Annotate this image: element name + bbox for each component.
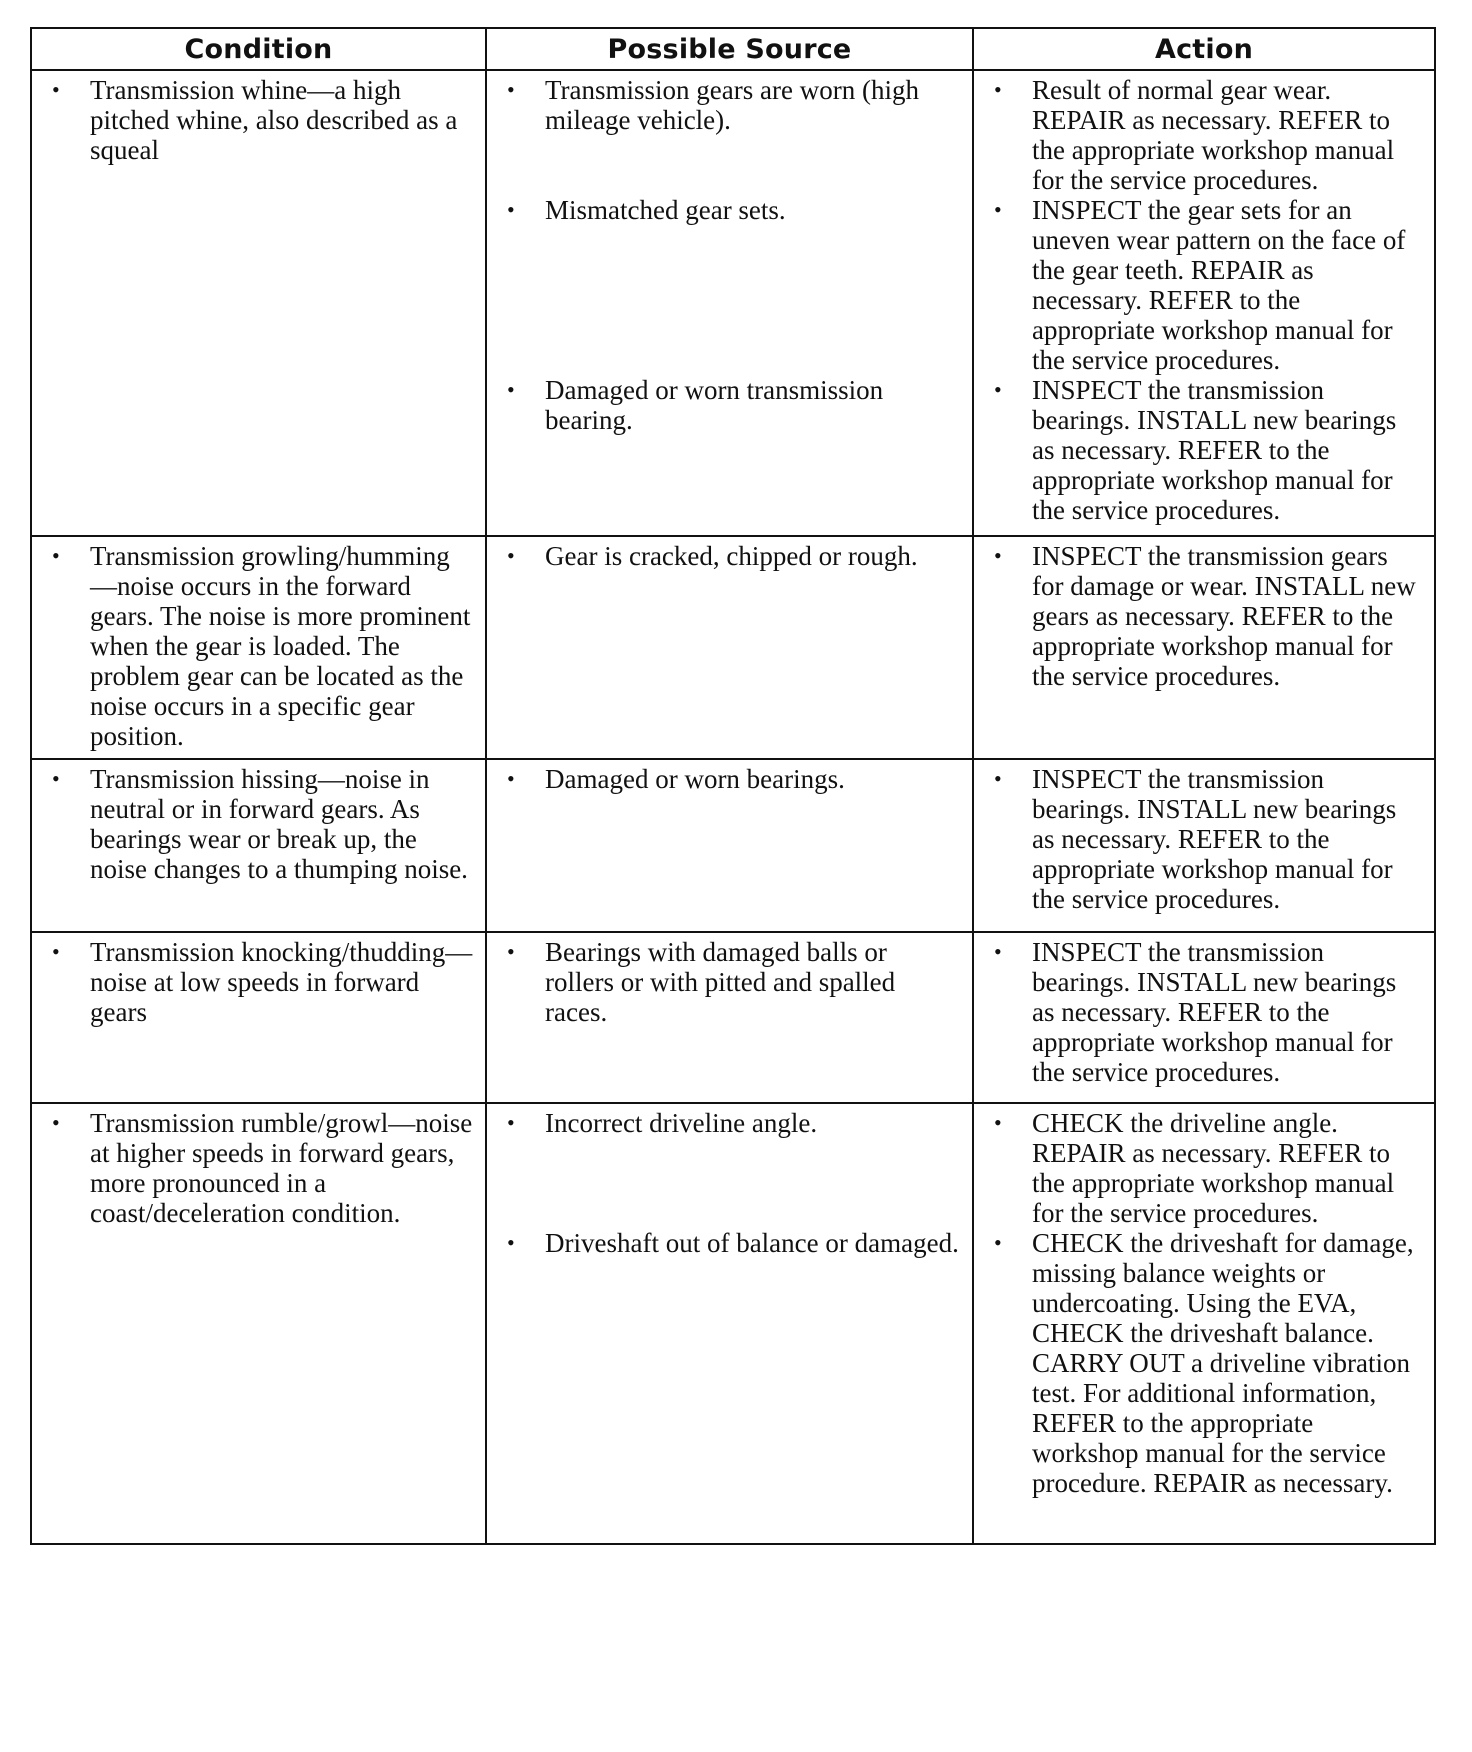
diagnosis-table (30, 27, 1436, 1545)
list-item (984, 195, 1424, 375)
action-cell (973, 1103, 1435, 1544)
list-item (984, 1228, 1424, 1498)
action-text: CHECK the driveshaft for damage, missing balance weights or undercoating. Using the EVA, CHECK the driveshaft balance. CARRY OUT a driveline vibration test. For additional information, REFER to the appropriate workshop manual for the service procedure. REPAIR as necessary. (1032, 1228, 1414, 1498)
bullet-icon: • (507, 939, 515, 964)
action-text: INSPECT the gear sets for an uneven wear pattern on the face of the gear teeth. REPAIR as necessary. REFER to the appropriate workshop manual for the service procedures. (1032, 195, 1406, 375)
condition-cell (31, 70, 486, 536)
action-text: INSPECT the transmission gears for damage or wear. INSTALL new gears as necessary. REFER to the appropriate workshop manual for the service procedures. (1032, 541, 1416, 691)
list-item (42, 1108, 475, 1228)
condition-text: Transmission whine—a high pitched whine, also described as a squeal (90, 75, 458, 165)
action-cell (973, 536, 1435, 759)
list-item (984, 375, 1424, 525)
list-item (497, 764, 962, 794)
condition-text: Transmission growling/humming—noise occurs in the forward gears. The noise is more prominent when the gear is loaded. The problem gear can be located as the noise occurs in a specific gear position. (90, 541, 471, 751)
list-item (497, 1228, 962, 1258)
bullet-icon: • (994, 1110, 1002, 1135)
header-row (31, 28, 1435, 70)
bullet-icon: • (52, 543, 60, 568)
table-body (31, 70, 1435, 1544)
list-item (42, 75, 475, 165)
list-item (497, 75, 962, 135)
action-text: CHECK the driveline angle. REPAIR as necessary. REFER to the appropriate workshop manual for the service procedures. (1032, 1108, 1395, 1228)
source-text: Mismatched gear sets. (545, 195, 786, 225)
possible-source-cell (486, 70, 973, 536)
header-action: Action (973, 28, 1435, 70)
list-item (497, 1108, 962, 1138)
source-text: Bearings with damaged balls or rollers or with pitted and spalled races. (545, 937, 896, 1027)
source-text: Transmission gears are worn (high mileage vehicle). (545, 75, 919, 135)
table-row (31, 932, 1435, 1103)
action-text: INSPECT the transmission bearings. INSTALL new bearings as necessary. REFER to the appropriate workshop manual for the service procedures. (1032, 937, 1397, 1087)
table-row (31, 536, 1435, 759)
bullet-icon: • (52, 766, 60, 791)
source-text: Gear is cracked, chipped or rough. (545, 541, 918, 571)
list-item (497, 541, 962, 571)
bullet-icon: • (994, 939, 1002, 964)
source-text: Incorrect driveline angle. (545, 1108, 818, 1138)
list-item (984, 1108, 1424, 1228)
condition-cell (31, 759, 486, 932)
bullet-icon: • (507, 1230, 515, 1255)
source-text: Driveshaft out of balance or damaged. (545, 1228, 959, 1258)
list-item (984, 937, 1424, 1087)
list-item (42, 541, 475, 751)
action-cell (973, 70, 1435, 536)
bullet-icon: • (994, 1230, 1002, 1255)
bullet-icon: • (994, 766, 1002, 791)
action-text: INSPECT the transmission bearings. INSTALL new bearings as necessary. REFER to the appropriate workshop manual for the service procedures. (1032, 764, 1397, 914)
bullet-icon: • (994, 377, 1002, 402)
list-item (984, 541, 1424, 691)
header-condition: Condition (31, 28, 486, 70)
bullet-icon: • (994, 543, 1002, 568)
bullet-icon: • (507, 197, 515, 222)
bullet-icon: • (52, 939, 60, 964)
list-item (42, 937, 475, 1027)
bullet-icon: • (52, 77, 60, 102)
condition-text: Transmission rumble/growl—noise at higher speeds in forward gears, more pronounced in a coast/deceleration condition. (90, 1108, 473, 1228)
source-text: Damaged or worn bearings. (545, 764, 845, 794)
bullet-icon: • (507, 766, 515, 791)
bullet-icon: • (507, 377, 515, 402)
possible-source-cell (486, 932, 973, 1103)
table-row (31, 70, 1435, 536)
list-item (984, 75, 1424, 195)
bullet-icon: • (507, 1110, 515, 1135)
condition-cell (31, 536, 486, 759)
condition-text: Transmission hissing—noise in neutral or in forward gears. As bearings wear or break up, the noise changes to a thumping noise. (90, 764, 468, 884)
table-row (31, 1103, 1435, 1544)
list-item (984, 764, 1424, 914)
bullet-icon: • (52, 1110, 60, 1135)
list-item (497, 937, 962, 1027)
bullet-icon: • (507, 77, 515, 102)
source-text: Damaged or worn transmission bearing. (545, 375, 884, 435)
bullet-icon: • (994, 197, 1002, 222)
action-text: INSPECT the transmission bearings. INSTALL new bearings as necessary. REFER to the appropriate workshop manual for the service procedures. (1032, 375, 1397, 525)
list-item (42, 764, 475, 884)
condition-cell (31, 932, 486, 1103)
table-row (31, 759, 1435, 932)
possible-source-cell (486, 1103, 973, 1544)
list-item (497, 375, 962, 435)
action-cell (973, 759, 1435, 932)
bullet-icon: • (994, 77, 1002, 102)
header-possible-source: Possible Source (486, 28, 973, 70)
condition-text: Transmission knocking/thudding—noise at low speeds in forward gears (90, 937, 473, 1027)
list-item (497, 195, 962, 225)
action-text: Result of normal gear wear. REPAIR as necessary. REFER to the appropriate workshop manual for the service procedures. (1032, 75, 1395, 195)
condition-cell (31, 1103, 486, 1544)
action-cell (973, 932, 1435, 1103)
possible-source-cell (486, 536, 973, 759)
possible-source-cell (486, 759, 973, 932)
bullet-icon: • (507, 543, 515, 568)
